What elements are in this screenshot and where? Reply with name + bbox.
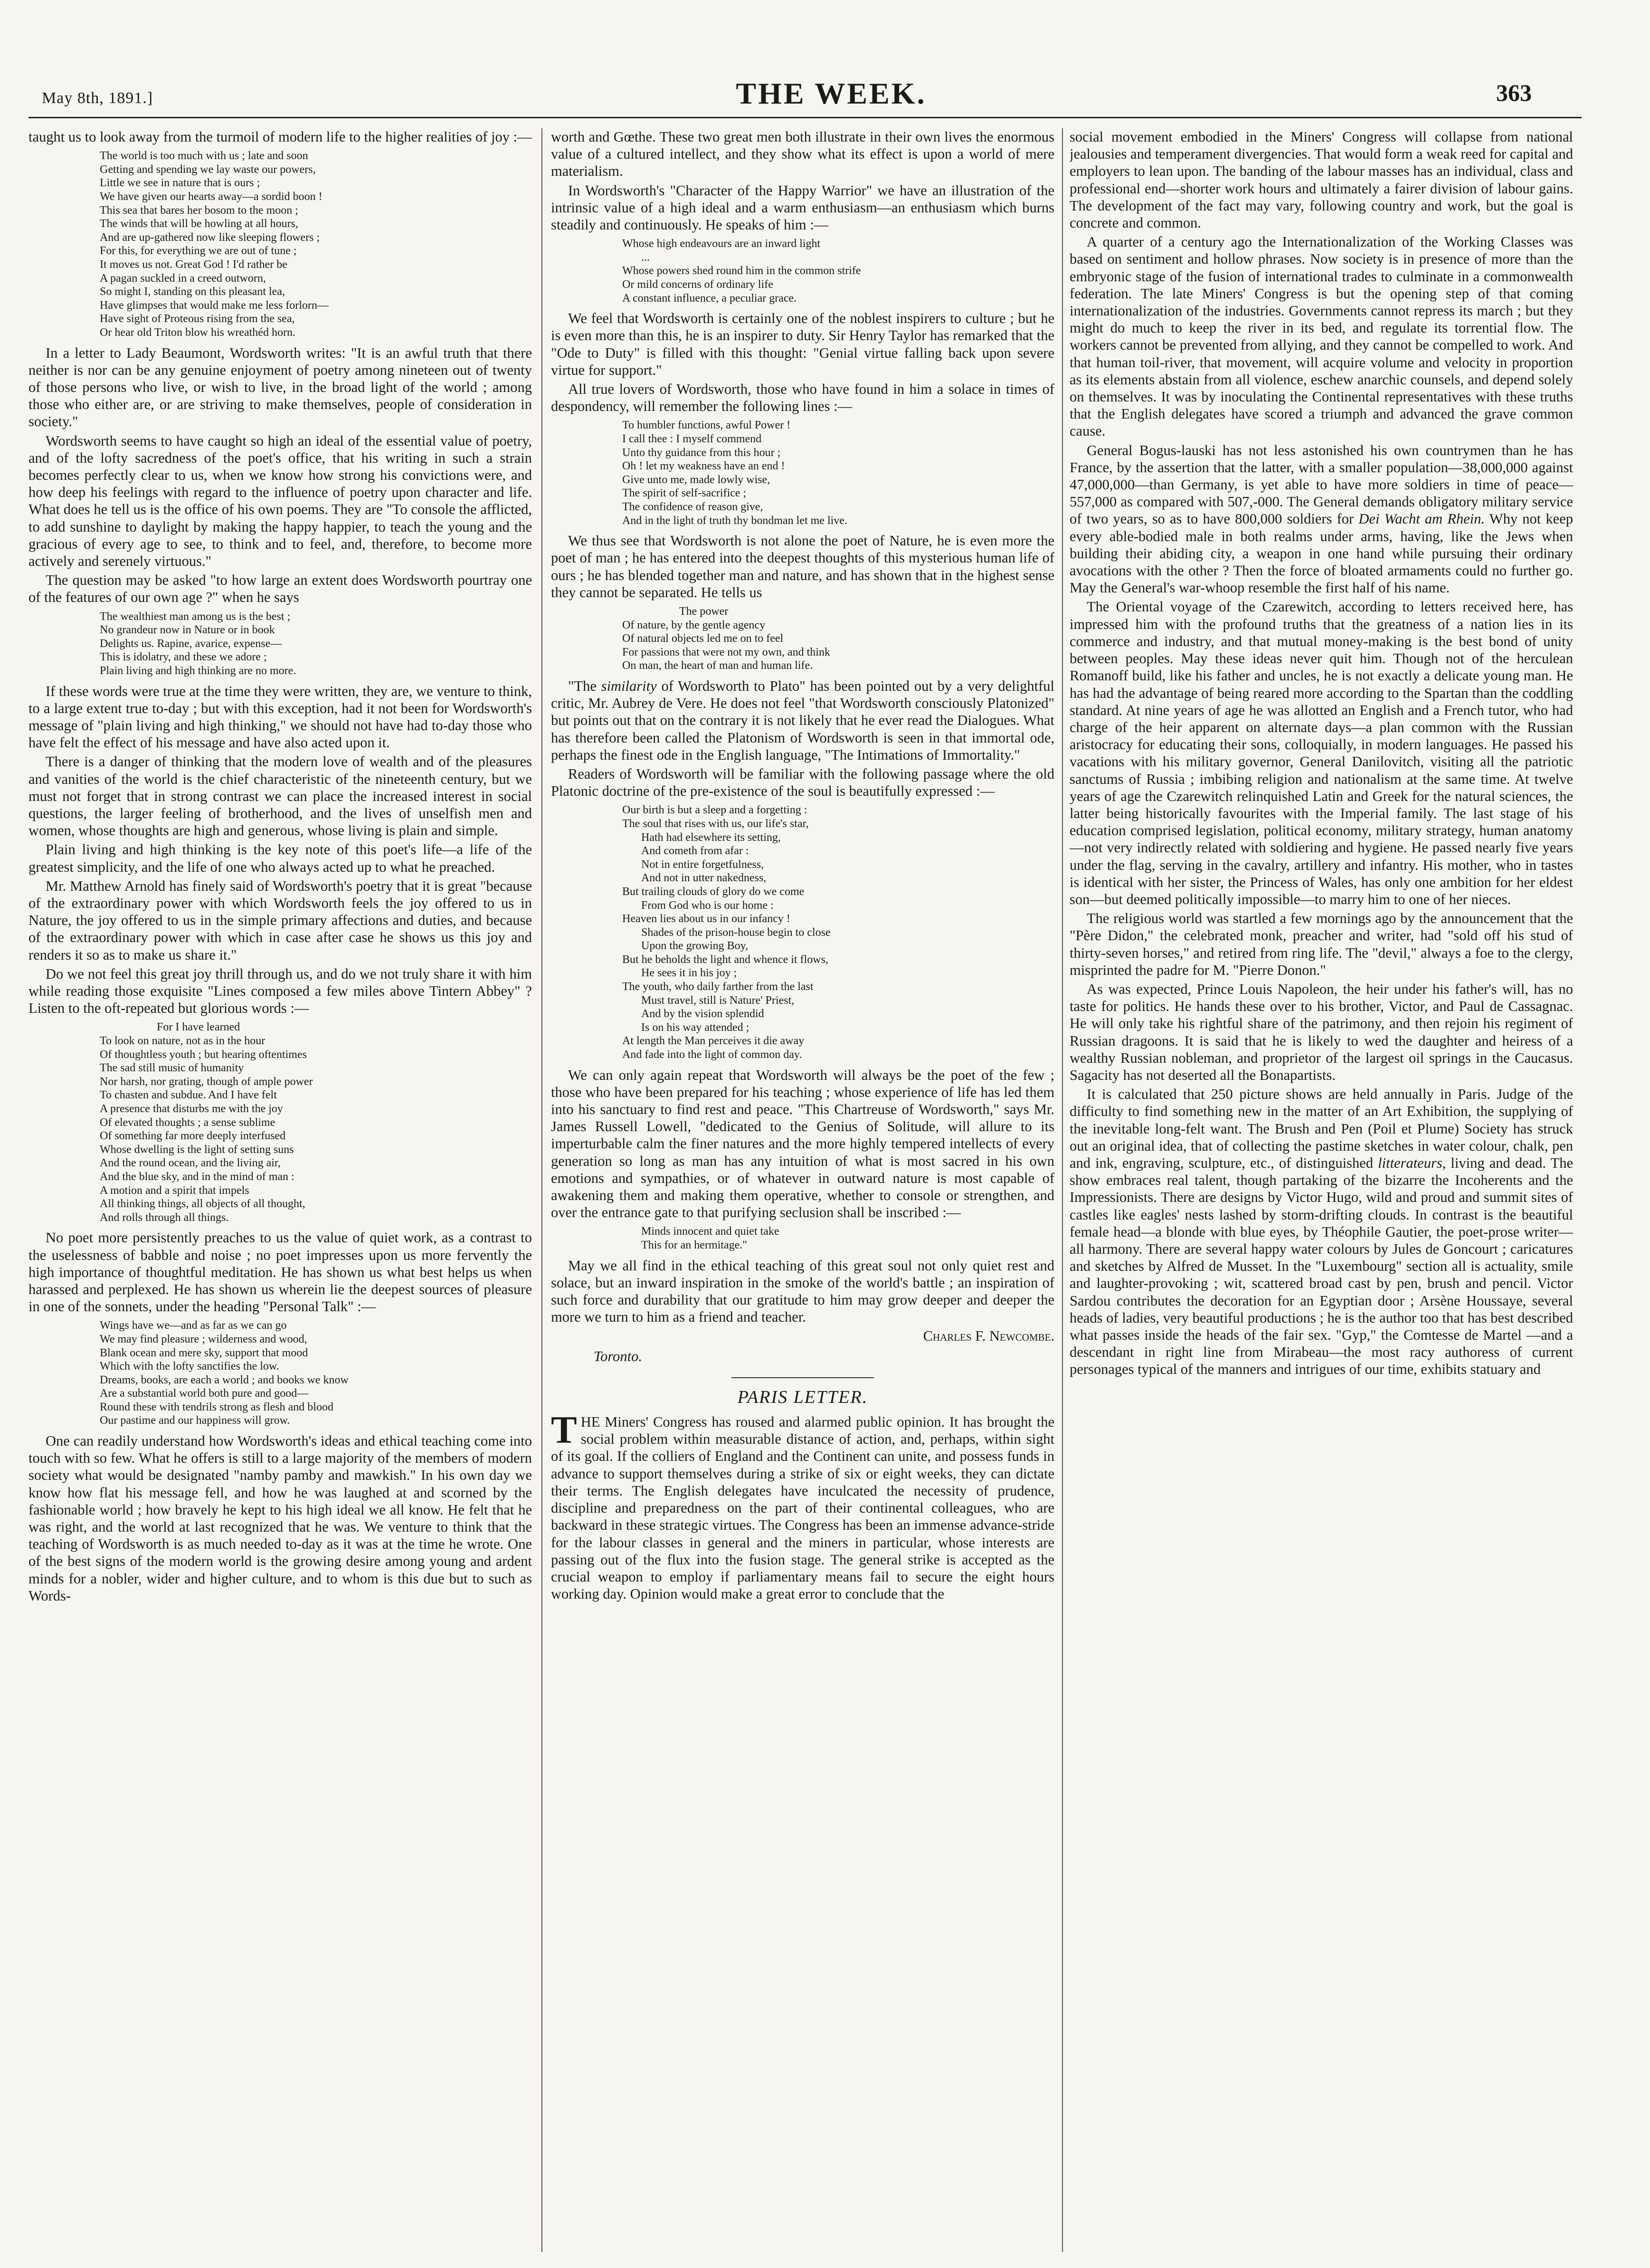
verse-line: He sees it in his joy ; [641, 967, 737, 980]
verse-line: The confidence of reason give, [622, 500, 763, 513]
verse-line: Our pastime and our happiness will grow. [100, 1414, 290, 1427]
verse-line: So might I, standing on this pleasant lea, [100, 286, 285, 298]
verse-line: Or hear old Triton blow his wreathéd horn. [100, 326, 295, 339]
verse-line: The wealthiest man among us is the best ; [100, 610, 291, 623]
paragraph [1070, 442, 1573, 597]
verse-line: Or mild concerns of ordinary life [622, 278, 773, 291]
verse-line: Of something far more deeply interfused [100, 1130, 286, 1143]
text-run: HE Miners' Congress has roused and alarmed public opinion. It has brought the social problem within measurable distance of action, and, perhaps, within sight of its goal. If the colliers of England and the Continent can unite, and possess funds in advance to support themselves during a strike of six or eight weeks, they can dictate their terms. The English delegates have inculcated the necessity of prudence, discipline and preparedness on the part of their continental colleagues, who are backward in these strategic virtues. The Congress has been an immense advance-stride for the labour classes in general and the miners in particular, whose interests are passing out of the flux into the fusion stage. The general strike is accepted as the crucial weapon to employ if parliamentary means fail to secure the eight hours working day. Opinion would make a great error to conclude that the [551, 1414, 1054, 1602]
header-rule [28, 117, 1582, 118]
verse-block [551, 419, 1054, 527]
verse-line: To chasten and subdue. And I have felt [100, 1089, 277, 1102]
paragraph: No poet more persistently preaches to us the value of quiet work, as a contrast to the uselessness of babble and noise ; no poet impresses upon us more fervently the high importance of thoughtful meditation. He has shown us what best helps us when harassed and perplexed. He has shown us wherein lie the deepest sources of pleasure in one of the sonnets, under the heading "Personal Talk" :— [28, 1229, 532, 1315]
verse-line: Of natural objects led me on to feel [622, 632, 784, 645]
verse-line: Have glimpses that would make me less forlorn— [100, 299, 329, 312]
paragraph: The question may be asked "to how large an extent does Wordsworth pourtray one of the features of our own age ?" when he says [28, 572, 532, 606]
italic-phrase: Dei Wacht am Rhein. [1358, 511, 1485, 527]
verse-line: The sad still music of humanity [100, 1062, 244, 1075]
verse-line: No grandeur now in Nature or in book [100, 624, 275, 637]
verse-line: Plain living and high thinking are no more. [100, 664, 296, 677]
verse-block [28, 1020, 532, 1224]
verse-line: Delights us. Rapine, avarice, expense— [100, 637, 282, 650]
verse-line: Oh ! let my weakness have an end ! [622, 460, 785, 473]
verse-line: Round these with tendrils strong as flesh and blood [100, 1401, 333, 1413]
verse-line: The spirit of self-sacrifice ; [622, 487, 747, 500]
verse-line: Must travel, still is Nature' Priest, [641, 994, 795, 1007]
verse-line: We may find pleasure ; wilderness and wood, [100, 1333, 307, 1345]
paragraph [551, 1408, 1054, 1602]
text-run: living and dead. The show embraces real talent, though partaking of the bizarre the Incoherents and the Impressionists. There are designs by Victor Hugo, wild and proud and summit sites of castles like eagles' nests lashed by storm-drifting clouds. In contrast is the beautiful female head—a blonde with blue eyes, by Théophile Gautier, the poet-prose writer—all harmony. There are several happy water colours by Jules de Goncourt ; caricatures and sketches by Alfred de Musset. In the "Luxembourg" section all is actuality, smile and laughter-provoking ; wit, scattered broad cast by pen, brush and pencil. Victor Sardou contributes the decoration for an Egyptian door ; Arsène Houssaye, several heads of ladies, very beautiful productions ; he is the author too that has best described what passes inside the heads of the fair sex. "Gyp," the Comtesse de Martel —and a descendant in right line from Mirabeau—the most racy authoress of current personages typical of the manners and intrigues of our time, exhibits statuary and [1070, 1154, 1573, 1378]
verse-line: A constant influence, a peculiar grace. [622, 292, 797, 305]
paragraph: Do we not feel this great joy thrill through us, and do we not truly share it with him while reading those exquisite "Lines composed a few miles above Tintern Abbey" ? Listen to the oft-repeated but glorious words :— [28, 965, 532, 1017]
verse-line: And are up-gathered now like sleeping flowers ; [100, 231, 320, 244]
verse-block [551, 237, 1054, 305]
verse-line: Minds innocent and quiet take [641, 1225, 779, 1238]
column-divider [1062, 128, 1063, 2252]
verse-line: And cometh from afar : [641, 845, 749, 858]
verse-line: It moves us not. Great God ! I'd rather be [100, 258, 287, 271]
verse-line: Getting and spending we lay waste our powers, [100, 163, 316, 176]
verse-line: A presence that disturbs me with the joy [100, 1102, 283, 1115]
verse-line: For passions that were not my own, and think [622, 646, 830, 658]
text-run: of Wordsworth to Plato" has been pointed out by a very delightful critic, Mr. Aubrey de Vere. He does not feel "that Wordsworth consciously Platonized" but points out that on the contrary it is not likely that he ever read the Dialogues. What has therefore been called the Platonism of Wordsworth is seen in that immortal ode, perhaps the finest ode in the English language, "The Intimations of Immortality." [551, 677, 1054, 763]
paragraph [1070, 1086, 1573, 1378]
verse-line: Have sight of Proteous rising from the sea, [100, 313, 295, 325]
paragraph: There is a danger of thinking that the modern love of wealth and of the pleasures and vanities of the world is the chief characteristic of the nineteenth century, but we must not forget that in strong contrast we can place the increased interest in social questions, the larger feeling of brotherhood, and the lives of unselfish men and women, whose thoughts are high and generous, whose living is plain and simple. [28, 753, 532, 839]
verse-line: From God who is our home : [641, 899, 774, 912]
verse-line: Which with the lofty sanctifies the low. [100, 1360, 279, 1373]
verse-line: All thinking things, all objects of all thought, [100, 1198, 305, 1210]
verse-line: Hath had elsewhere its setting, [641, 831, 781, 844]
paragraph: social movement embodied in the Miners' Congress will collapse from national jealousies and temperament divergencies. That would form a weak reed for capital and employers to lean upon. The banding of the labour masses has an individual, class and professional end—shorter work hours and ultimately a fairer division of labour gains. The development of the fact may vary, following country and work, but the goal is concrete and common. [1070, 129, 1573, 231]
verse-line: Is on his way attended ; [641, 1021, 749, 1034]
issue-date: May 8th, 1891.] [42, 89, 153, 107]
drop-cap: T [551, 1408, 577, 1452]
section-title: PARIS LETTER. [737, 1387, 868, 1407]
verse-line: The soul that rises with us, our life's star, [622, 817, 809, 830]
text-run: Why not keep every able-bodied male in both realms under arms, having, like the Jews when building their abiding city, a weapon in one hand while pursuing their ordinary avocations with the other ? Then the force of bloated armaments could no further go. May the General's war-whoop resemble the first half of his name. [1070, 511, 1573, 596]
verse-line: And the round ocean, and the living air, [100, 1157, 281, 1170]
paragraph: Mr. Matthew Arnold has finely said of Wordsworth's poetry that it is great "because of the extraordinary power with which Wordsworth feels the joy offered to us in Nature, the joy offered to us in the simple primary affections and duties, and because of the extraordinary power with which in case after case he shows us this joy and renders it so as to make us share it." [28, 877, 532, 963]
masthead-title: THE WEEK. [736, 76, 927, 110]
verse-line: Whose dwelling is the light of setting suns [100, 1143, 294, 1156]
verse-line: The winds that will be howling at all hours, [100, 218, 298, 230]
verse-line: To humbler functions, awful Power ! [622, 419, 791, 432]
page-number: 363 [1496, 79, 1532, 106]
verse-block [28, 610, 532, 678]
verse-line: Nor harsh, nor grating, though of ample power [100, 1075, 313, 1088]
verse-line: Give unto me, made lowly wise, [622, 473, 770, 486]
paragraph: May we all find in the ethical teaching of this great soul not only quiet rest and solace, but an inward inspiration in the smoke of the world's battle ; an inspiration of such force and durability that our gratitude to him may grow deeper and deeper the more we turn to him as a friend and teacher. [551, 1257, 1054, 1325]
verse-line: I call thee : I myself commend [622, 433, 762, 445]
paragraph: One can readily understand how Wordsworth's ideas and ethical teaching come into touch with so few. What he offers is still to a large majority of the members of modern society what would be designated "namby pamby and mawkish." In his own day we know how flat his message fell, and how he was laughed at and scorned by the fashionable world ; how bravely he kept to his high ideal we all know. He felt that he was right, and the world at last recognized that he was. We venture to think that the teaching of Wordsworth is as much needed to-day as it was at the time he wrote. One of the best signs of the modern world is the growing desire among young and ardent minds for a nobler, wider and higher culture, and to whom is this due but to such as Words- [28, 1433, 532, 1604]
column-divider [541, 128, 542, 2252]
verse-line: On man, the heart of man and human life. [622, 659, 813, 672]
verse-line: This is idolatry, and these we adore ; [100, 651, 267, 664]
paragraph: In a letter to Lady Beaumont, Wordsworth writes: "It is an awful truth that there neither is nor can be any genuine enjoyment of poetry among nineteen out of twenty of those persons who live, or wish to live, in the broad light of the world ; among those who either are, or are striving to make themselves, people of consideration in society." [28, 344, 532, 430]
verse-line: A pagan suckled in a creed outworn, [100, 272, 266, 285]
verse-block [551, 605, 1054, 673]
verse-ellipsis: ... [641, 251, 650, 264]
column-3 [1070, 128, 1573, 2252]
verse-line: Of thoughtless youth ; but hearing oftentimes [100, 1048, 307, 1061]
verse-line: But he beholds the light and whence it flows, [622, 953, 828, 966]
verse-line: Upon the growing Boy, [641, 940, 749, 953]
verse-line: And fade into the light of common day. [622, 1048, 802, 1061]
verse-block [28, 149, 532, 339]
text-run: "The [568, 677, 601, 694]
paragraph: Plain living and high thinking is the key note of this poet's life—a life of the greatest simplicity, and the life of one who always acted up to what he preached. [28, 841, 532, 875]
verse-line: The power [679, 605, 729, 618]
verse-line: This for an hermitage." [641, 1239, 748, 1252]
verse-line: The youth, who daily farther from the last [622, 981, 814, 993]
verse-line: Whose powers shed round him in the common strife [622, 265, 861, 277]
verse-line: And rolls through all things. [100, 1211, 229, 1224]
verse-line: And the blue sky, and in the mind of man : [100, 1170, 294, 1183]
verse-line: Of elevated thoughts ; a sense sublime [100, 1116, 275, 1129]
page-header [0, 0, 1650, 124]
paragraph: We feel that Wordsworth is certainly one of the noblest inspirers to culture ; but he is even more than this, he is an inspirer to duty. Sir Henry Taylor has remarked that the "Ode to Duty" is filled with this thought: "Genial virtue falling back upon severe virtue for support." [551, 310, 1054, 378]
paragraph: The Oriental voyage of the Czarewitch, according to letters received here, has impressed him with the profound truths that the greatness of a nation lies in its commerce and industry, and that mutual money-making is the best bond of unity between peoples. May these ideas never quit him. Though not of the herculean Romanoff build, like his father and uncles, he is not exactly a delicate young man. He has had the advantage of being reared more according to the Spartan than the coddling standard. At nine years of age he was allotted an English and a French tutor, who had charge of the heir apparent on alternate days—a plan common with the Russian aristocracy for educating their sons, colloquially, in modern languages. He passed his vacations with his military governor, General Danilovitch, visiting all the patriotic sanctums of Russia ; imbibing religion and nationalism at the same time. At twelve years of age the Czarewitch relinquished Latin and Greek for the natural sciences, the latter being historically favourites with the Imperial family. The last stage of his education comprised legislation, political economy, military strategy, human anatomy—not very indirectly related with soldiering and hygiene. He passed nearly five years under the flag, serving in the cavalry, artillery and infantry. His mother, who in tastes is identical with her sister, the Princess of Wales, has only one ambition for her eldest son—but deemed politically impossible—to marry him to one of her nieces. [1070, 599, 1573, 907]
verse-line: Unto thy guidance from this hour ; [622, 446, 781, 459]
paragraph: If these words were true at the time they were written, they are, we venture to think, to a large extent true to-day ; but with this exception, had it not been for Wordsworth's message of "plain living and high thinking," we should not have had to-day those who have felt the effect of his message and have also acted upon it. [28, 683, 532, 751]
text-run: General Bogus-lauski has not less astonished his own countrymen than he has France, by the assertion that the latter, with a smaller population—38,000,000 against 47,000,000—than Germany, is yet able to have more soldiers in time of peace—557,000 as compared with 507,-000. The General demands obligatory military service of two years, so as to have 800,000 soldiers for [1070, 442, 1573, 527]
verse-line: For I have learned [157, 1021, 240, 1034]
italic-word: similarity [601, 677, 657, 694]
author-signature: Charles F. Newcombe. [923, 1328, 1054, 1344]
verse-line: Are a substantial world both pure and good— [100, 1387, 309, 1400]
paragraph: taught us to look away from the turmoil of modern life to the higher realities of joy :— [28, 129, 532, 145]
verse-line: The world is too much with us ; late and soon [100, 150, 308, 162]
verse-line: A motion and a spirit that impels [100, 1184, 249, 1197]
paragraph: As was expected, Prince Louis Napoleon, the heir under his father's will, has no taste for politics. He hands these over to his brother, Victor, and Paul de Cassagnac. He will only take his rightful share of the patrimony, and then rejoin his regiment of Russian dragoons. It is said that he is likely to wed the daughter and heiress of a wealthy Russian nobleman, and proprietor of the largest oil springs in the Caucasus. Sagacity has not deserted all the Bonapartists. [1070, 981, 1573, 1083]
paragraph: The religious world was startled a few mornings ago by the announcement that the "Père Didon," the celebrated monk, preacher and writer, had "sold off his stud of thirty-seven horses," and retired from ring life. The "devil," always a foe to the clergy, misprinted the padre for M. "Pierre Donon." [1070, 910, 1573, 978]
column-2 [551, 128, 1054, 2252]
verse-line: We have given our hearts away—a sordid boon ! [100, 190, 322, 203]
verse-block [551, 803, 1054, 1061]
verse-line: Little we see in nature that is ours ; [100, 177, 260, 190]
paragraph: We can only again repeat that Wordsworth will always be the poet of the few ; those who have been prepared for his teaching ; whose experience of life has led them into his sanctuary to find rest and peace. "This Chartreuse of Wordsworth," says Mr. James Russell Lowell, "dedicated to the Genius of Solitude, will allure to its imperturbable calm the finer natures and the more highly tempered intellects of every generation so long as man has any intuition of what is most sacred in his own emotions and sympathies, or of whatever in outward nature is most capable of awakening them and making them operative, whether to console or strengthen, and over the entrance gate to that purifying seclusion shall be inscribed :— [551, 1067, 1054, 1221]
text-run: It is calculated that 250 picture shows are held annually in Paris. Judge of the difficulty to find something new in the matter of an Art Exhibition, the supplying of the inevitable long-felt want. The Brush and Pen (Poil et Plume) Society has struck out an original idea, that of collecting the pastime sketches in water colour, chalk, pen and ink, engraving, sculpture, etc., of distinguished [1070, 1086, 1573, 1171]
verse-line: And by the vision splendid [641, 1008, 764, 1020]
verse-line: Shades of the prison-house begin to close [641, 926, 831, 939]
paragraph: Wordsworth seems to have caught so high an ideal of the essential value of poetry, and of the lofty sacredness of the poet's office, that his writing in such a strain becomes perfectly clear to us, when we know how strong his convictions were, and how deep his feelings with regard to the influence of poetry upon character and life. What does he tell us is the office of his own poems. They are "To console the afflicted, to add sunshine to daylight by making the happy happier, to teach the young and the gracious of every age to see, to think and to feel, and, therefore, to become more actively and serenely virtuous." [28, 432, 532, 569]
verse-line: But trailing clouds of glory do we come [622, 885, 805, 898]
verse-line: Our birth is but a sleep and a forgetting : [622, 804, 807, 817]
verse-line: Heaven lies about us in our infancy ! [622, 913, 790, 925]
italic-word: litterateurs, [1378, 1154, 1446, 1171]
verse-line: Of nature, by the gentle agency [622, 619, 766, 631]
paragraph: We thus see that Wordsworth is not alone the poet of Nature, he is even more the poet of man ; he has entered into the deepest thoughts of this mysterious human life of ours ; he has blended together man and nature, and has shown that in the highest sense they cannot be separated. He tells us [551, 533, 1054, 600]
verse-line: At length the Man perceives it die away [622, 1035, 805, 1048]
verse-line: Whose high endeavours are an inward light [622, 238, 821, 250]
verse-line: And not in utter nakedness, [641, 872, 767, 885]
verse-line: To look on nature, not as in the hour [100, 1034, 266, 1047]
author-location: Toronto. [594, 1348, 642, 1364]
section-rule [731, 1377, 874, 1378]
paragraph: Readers of Wordsworth will be familiar with the following passage where the old Platonic doctrine of the pre-existence of the soul is beautifully expressed :— [551, 765, 1054, 800]
paragraph: worth and Gœthe. These two great men both illustrate in their own lives the enormous value of a cultured intellect, and they show what its effect is upon a world of mere materialism. [551, 129, 1054, 180]
verse-line: Wings have we—and as far as we can go [100, 1319, 287, 1332]
verse-line: Dreams, books, are each a world ; and books we know [100, 1373, 349, 1386]
verse-line: Not in entire forgetfulness, [641, 858, 764, 871]
verse-block [28, 1319, 532, 1428]
paragraph: A quarter of a century ago the Internationalization of the Working Classes was based on sentiment and hollow phrases. Now society is in presence of more than the embryonic stage of the fusion of international trades to culminate in a commonwealth federation. The late Miners' Congress is but the opening step of that coming internationalization of the industries. Governments cannot repress its march ; but they might do much to keep the river in its bed, and regulate its torrential flow. The workers cannot be prevented from allying, and they cannot be compelled to work. And that human toil-river, that movement, will acquire volume and velocity in proportion as its elements abstain from all violence, eschew anarchic counsels, and depend solely on themselves. It was by inoculating the Continental representatives with these truths that the English delegates have scored a triumph and advanced the grave common cause. [1070, 234, 1573, 439]
verse-line: And in the light of truth thy bondman let me live. [622, 514, 847, 527]
verse-line: This sea that bares her bosom to the moon ; [100, 204, 298, 217]
verse-block [551, 1225, 1054, 1252]
paragraph [551, 677, 1054, 763]
paragraph: In Wordsworth's "Character of the Happy Warrior" we have an illustration of the intrinsic value of a high ideal and a warm enthusiasm—an enthusiasm which burns steadily and continuously. He speaks of him :— [551, 182, 1054, 233]
verse-line: Blank ocean and mere sky, support that mood [100, 1346, 308, 1359]
verse-line: For this, for everything we are out of tune ; [100, 245, 297, 257]
column-1 [28, 128, 532, 2252]
paragraph: All true lovers of Wordsworth, those who have found in him a solace in times of despondency, will remember the following lines :— [551, 381, 1054, 415]
